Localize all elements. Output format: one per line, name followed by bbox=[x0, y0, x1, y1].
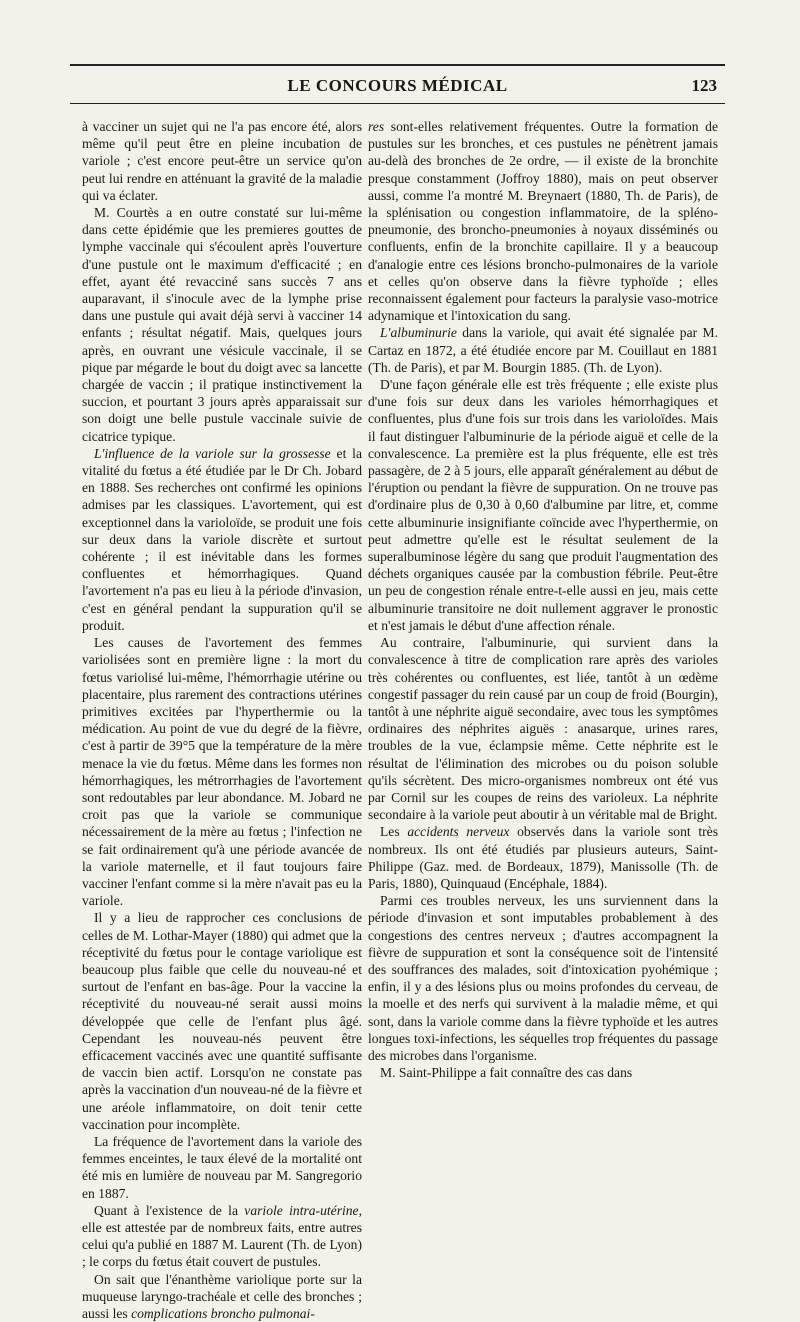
paragraph bbox=[82, 1271, 362, 1322]
text-segment: , elle est attestée par de nombreux faits, entre autres celui qu'a publié en 1887 M. Laurent (Th. de Lyon) ; le corps du fœtus était couvert de pustules. bbox=[82, 1202, 362, 1270]
paragraph bbox=[368, 118, 718, 324]
text-segment: observés dans la variole sont très nombreux. Ils ont été étudiés par plusieurs auteurs, Saint-Philippe (Gaz. med. de Bordeaux, 1879), Manissolle (Th. de Paris, 1880), Quinquaud (Encéphale, 1884). bbox=[368, 824, 718, 891]
text-segment: à vacciner un sujet qui ne l'a pas encore été, alors même qu'il peut être en pleine incubation de variole ; c'est encore peut-être un service qu'on peut lui rendre en atténuant la gravité de la maladie qui va éclater. bbox=[82, 119, 362, 203]
text-segment: Au contraire, l'albuminurie, qui survient dans la convalescence à titre de complication rare après des varioles très cohérentes ou confluentes, est liée, tantôt à un œdème congestif passager du rein causé par un coup de froid (Bourgin), tantôt à une néphrite aiguë secondaire, avec tous les symptômes ordinaires des néphrites aiguës : anasarque, urines rares, troubles de la vue, éclampsie même. Cette néphrite est le résultat de l'élimination des microbes ou du poison soluble qu'ils sécrètent. Des micro-organismes nombreux ont été vus par Cornil sur les coupes de reins des varioleux. La néphrite secondaire à la variole peut aboutir à un véritable mal de Bright. bbox=[368, 635, 718, 823]
italic-segment: res bbox=[368, 119, 385, 134]
paragraph bbox=[368, 1064, 718, 1081]
paragraph bbox=[368, 634, 718, 823]
paragraph bbox=[82, 204, 362, 445]
paragraph bbox=[82, 1133, 362, 1202]
italic-segment: accidents nerveux bbox=[407, 824, 510, 840]
text-segment: et la vitalité du fœtus a été étudiée par le Dr Ch. Jobard en 1888. Ses recherches ont confirmé les opinions admises par les classiques. L'avortement, qui est exceptionnel dans la varioloïde, se produit une fois sur deux dans la variole discrète et surtout cohérente ; il est inévitable dans les formes confluentes et hémorrhagiques. Quand l'avortement n'a pas eu lieu à la période d'invasion, c'est en général pendant la suppuration qu'il se produit. bbox=[82, 445, 362, 633]
right-column bbox=[368, 118, 718, 1198]
text-segment: Les causes de l'avortement des femmes variolisées sont en première ligne : la mort du fœtus variolisé lui-même, l'hémorrhagie utérine ou placentaire, plus rarement des contractions utérines primitives excitées par l'hyperthermie ou la médication. Au point de vue du degré de la fièvre, c'est à partir de 39°5 que la température de la mère menace la vie du fœtus. Même dans les formes non hémorrhagiques, les métrorrhagies de l'avortement sont redoutables par leur abondance. M. Jobard ne croit pas que la variole se communique nécessairement de la mère au fœtus ; l'infection ne se fait ordinairement qu'à une période avancée de la variole maternelle, et il faut toujours faire vacciner l'enfant comme si la mère n'avait pas eu la variole. bbox=[82, 635, 362, 909]
paragraph bbox=[368, 892, 718, 1064]
paragraph bbox=[82, 909, 362, 1133]
text-segment: M. Saint-Philippe a fait connaître des cas dans bbox=[380, 1065, 633, 1081]
paragraph bbox=[82, 1202, 362, 1271]
text-segment: D'une façon générale elle est très fréquente ; elle existe plus d'une fois sur deux dans les varioles hémorrhagiques et confluentes, plus d'une fois sur trois dans les varioloïdes. Mais il faut distinguer l'albuminurie de la période aiguë et celle de la convalescence. La première est la plus fréquente, elle est très passagère, de 2 à 5 jours, elle apparaît généralement au début de l'éruption ou pendant la fièvre de suppuration. On ne trouve pas d'ordinaire plus de 0,30 à 0,60 d'albumine par litre, et, comme cette albuminurie insignifiante coïncide avec l'hyperthermie, on peut admettre qu'elle est le résultat seulement de la superalbuminose légère du sang que produit l'augmentation des déchets organiques causée par la combustion fébrile. Peut-être un peu de congestion rénale entre-t-elle aussi en jeu, mais cette albuminurie transitoire ne doit nullement aggraver le pronostic et n'est jamais le début d'une affection rénale. bbox=[368, 377, 718, 633]
text-segment: M. Courtès a en outre constaté sur lui-même dans cette épidémie que les premieres gouttes de lymphe vaccinale qui s'écoulent après l'ouverture d'une pustule ont le maximum d'efficacité ; en effet, ayant été revacciné sans succès 7 ans auparavant, il s'inocule avec de la lymphe prise dans une pustule qui avait déjà servi à vacciner 14 enfants ; résultat négatif. Mais, quelques jours après, en ouvrant une vésicule vaccinale, il se pique par mégarde le bout du doigt avec sa lancette chargée de vaccin ; il pratique instinctivement la succion, et pourtant 3 jours après apparaissait sur son doigt une belle pustule vaccinale suivie de cicatrice typique. bbox=[82, 205, 362, 444]
italic-segment: L'albuminurie bbox=[380, 325, 457, 341]
italic-segment: variole intra-utérine bbox=[244, 1202, 359, 1218]
header-rule bbox=[70, 103, 725, 104]
text-segment: Parmi ces troubles nerveux, les uns surviennent dans la période d'invasion et sont imputables probablement à des congestions des centres nerveux ; d'autres accompagnent la fièvre de suppuration et sont la conséquence soit de l'intensité des souffrances des malades, soit d'intoxication pyohémique ; enfin, il y a des lésions plus ou moins profondes du cerveau, de la moelle et des nerfs qui survivent à la maladie même, et qui sont, dans la variole comme dans la fièvre typhoïde et les autres longues toxi-infections, les séquelles trop fréquentes du passage des microbes dans l'organisme. bbox=[368, 893, 718, 1063]
text-segment: La fréquence de l'avortement dans la variole des femmes enceintes, le taux élevé de la mortalité ont été mis en lumière de nouveau par M. Sangregorio en 1887. bbox=[82, 1133, 362, 1201]
text-segment: dans la variole, qui avait été signalée par M. Cartaz en 1872, a été étudiée encore par M. Couillaut en 1881 (Th. de Paris), et par M. Bourgin 1885. (Th. de Lyon). bbox=[368, 325, 718, 375]
text-segment: On sait que l'énanthème variolique porte sur la muqueuse laryngo-trachéale et celle des bronches ; aussi les bbox=[82, 1271, 362, 1322]
left-column bbox=[82, 118, 362, 1322]
journal-title: LE CONCOURS MÉDICAL bbox=[287, 76, 508, 95]
italic-segment: L'influence de la variole sur la grossesse bbox=[94, 445, 331, 461]
text-segment: Quant à l'existence de la bbox=[94, 1202, 245, 1218]
text-segment: Les bbox=[380, 824, 408, 840]
paragraph bbox=[82, 118, 362, 204]
paragraph bbox=[82, 445, 362, 634]
italic-segment: complications broncho pulmonai- bbox=[131, 1306, 315, 1322]
paragraph bbox=[368, 324, 718, 376]
paragraph bbox=[368, 823, 718, 892]
top-rule bbox=[70, 64, 725, 66]
running-header bbox=[70, 76, 725, 100]
text-segment: Il y a lieu de rapprocher ces conclusions de celles de M. Lothar-Mayer (1880) qui admet que la réceptivité du fœtus pour le contage variolique est beaucoup plus faible que celle du nouveau-né et surtout de l'enfant en bas-âge. Pour la vaccine la réceptivité du nouveau-né serait aussi moins développée que celle de l'enfant plus âgé. Cependant les nouveau-nés peuvent être efficacement vaccinés avec une quantité suffisante de vaccin bien actif. Lorsqu'on ne constate pas après la vaccination d'un nouveau-né de la fièvre et une aréole inflammatoire, on doit tenir cette vaccination pour incomplète. bbox=[82, 910, 362, 1132]
paragraph bbox=[82, 634, 362, 909]
paragraph bbox=[368, 376, 718, 634]
page-number: 123 bbox=[691, 76, 717, 95]
text-segment: sont-elles relativement fréquentes. Outre la formation de pustules sur les bronches, et ces pustules ne pénètrent jamais au-delà des bronches de 2e ordre, — il existe de la bronchite presque constamment (Joffroy 1880), mais on peut observer aussi, comme l'a montré M. Breynaert (1880, Th. de Paris), de la splénisation ou congestion inflammatoire, de la spléno-pneumonie, des broncho-pneumonies à noyaux disséminés ou confluents, enfin de la bronchite capillaire. Il y a beaucoup d'analogie entre ces lésions broncho-pulmonaires de la variole et celles qu'on observe dans la fièvre typhoïde ; elles reconnaissent également pour facteurs la paralysie vaso-motrice adynamique et l'intoxication du sang. bbox=[368, 119, 718, 324]
